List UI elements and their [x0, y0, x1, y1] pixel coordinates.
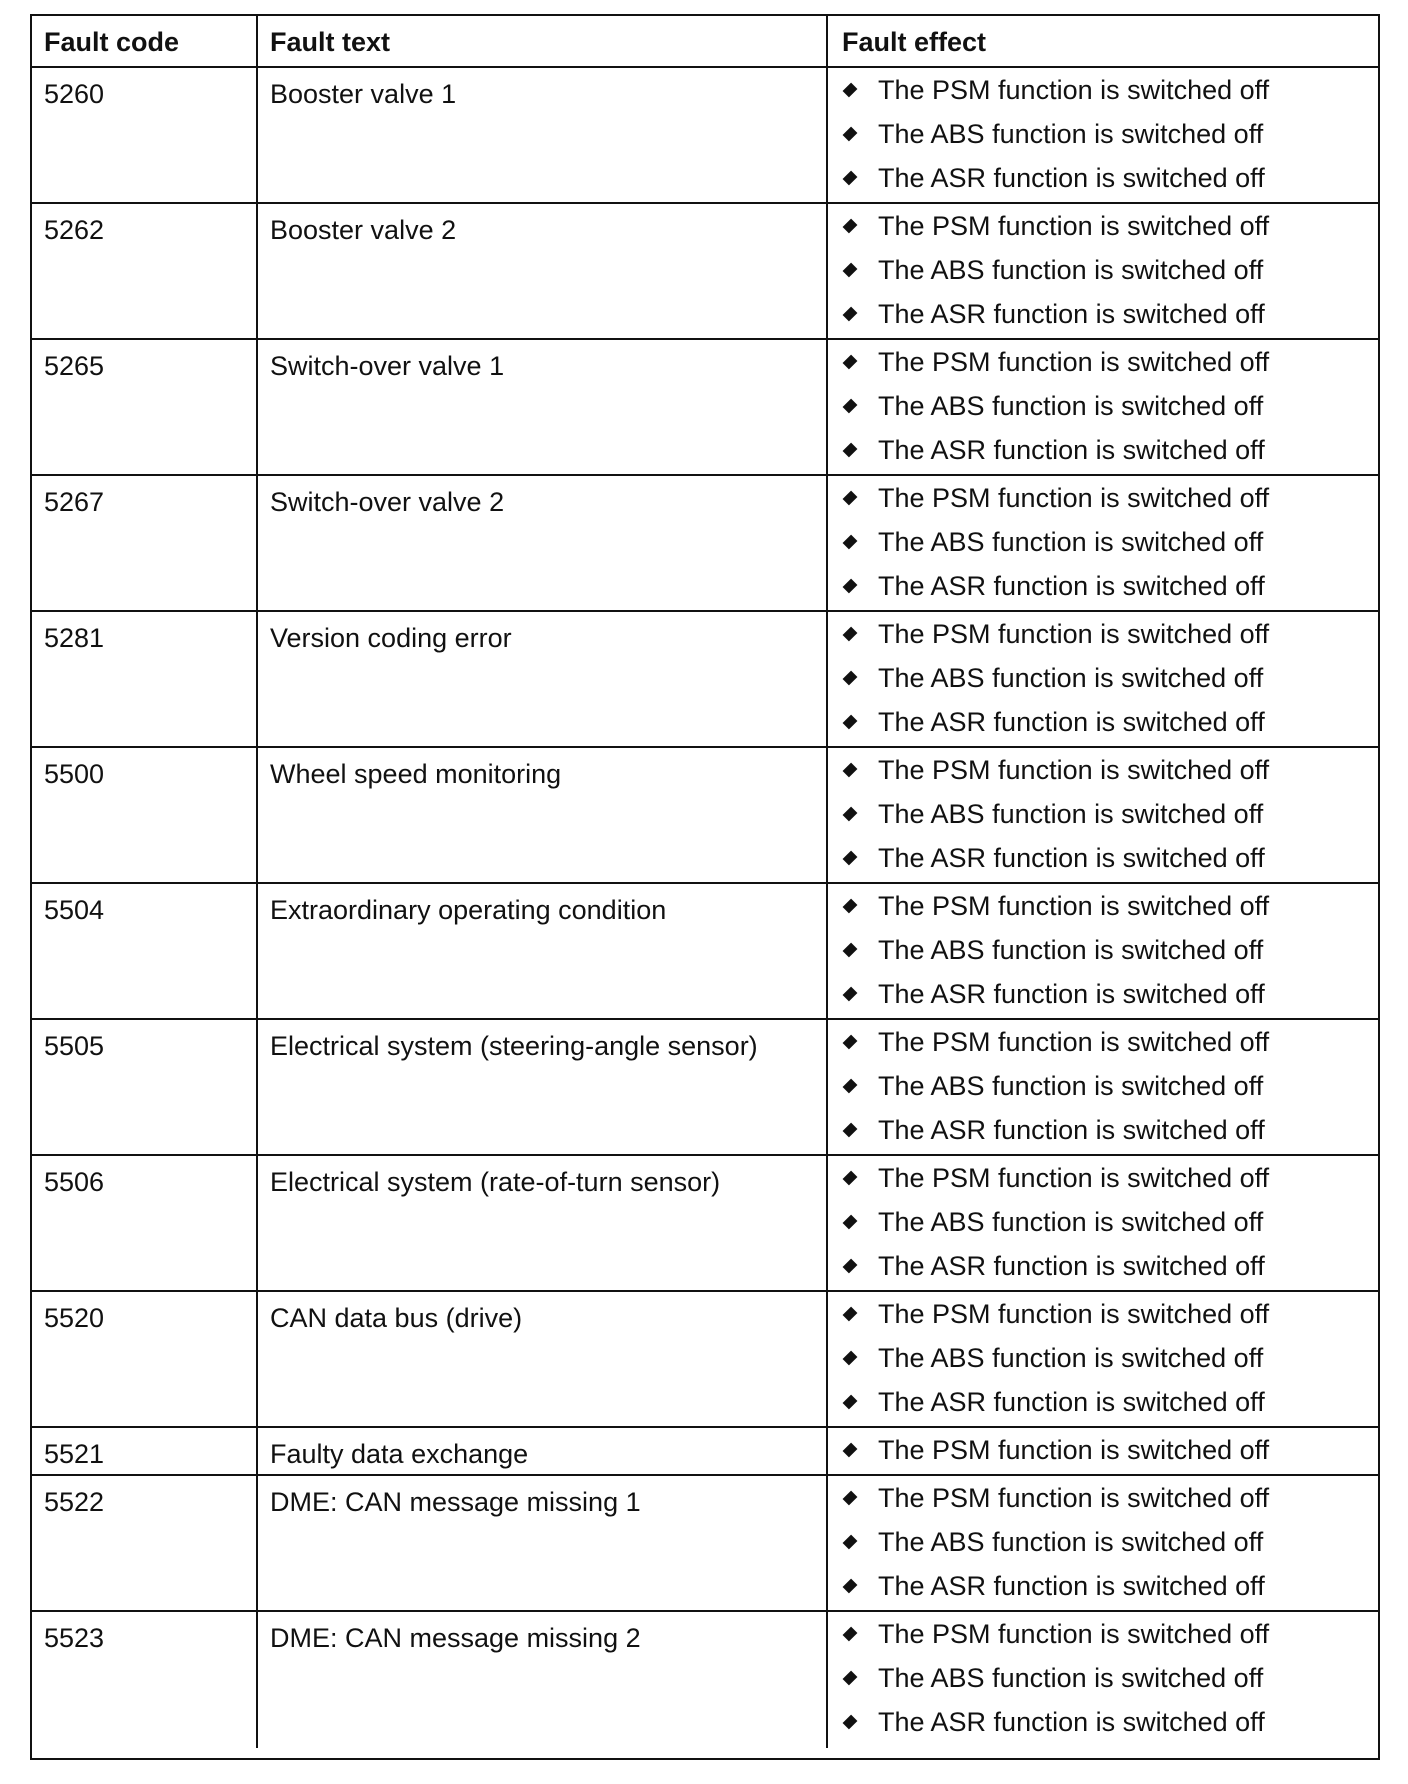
diamond-bullet-icon: [843, 1307, 858, 1322]
table-row: [32, 68, 1378, 204]
table-row: [32, 204, 1378, 340]
list-item: [842, 1064, 1366, 1108]
table-row: [32, 1612, 1378, 1748]
fault-effect-text: The PSM function is switched off: [878, 1163, 1270, 1193]
fault-effect-text: The ABS function is switched off: [878, 391, 1264, 421]
list-item: [842, 1336, 1366, 1380]
fault-effect-cell: [828, 204, 1378, 338]
diamond-bullet-icon: [843, 307, 858, 322]
table-row: [32, 340, 1378, 476]
list-item: [842, 656, 1366, 700]
fault-effect-list: [842, 1612, 1366, 1744]
fault-code-cell: 5522: [32, 1476, 258, 1610]
fault-effect-text: The ASR function is switched off: [878, 163, 1265, 193]
fault-effect-text: The ABS function is switched off: [878, 255, 1264, 285]
table-row: [32, 884, 1378, 1020]
fault-effect-text: The PSM function is switched off: [878, 1027, 1270, 1057]
table-row: [32, 1020, 1378, 1156]
diamond-bullet-icon: [843, 1215, 858, 1230]
fault-code-cell: 5260: [32, 68, 258, 202]
diamond-bullet-icon: [843, 715, 858, 730]
fault-effect-text: The ASR function is switched off: [878, 979, 1265, 1009]
diamond-bullet-icon: [843, 1443, 858, 1458]
fault-effect-text: The PSM function is switched off: [878, 1483, 1270, 1513]
diamond-bullet-icon: [843, 943, 858, 958]
list-item: [842, 1476, 1366, 1520]
fault-effect-text: The ASR function is switched off: [878, 707, 1265, 737]
fault-text-cell: Booster valve 2: [258, 204, 828, 338]
fault-effect-cell: [828, 1156, 1378, 1290]
list-item: [842, 1380, 1366, 1424]
diamond-bullet-icon: [843, 1715, 858, 1730]
fault-effect-text: The ABS function is switched off: [878, 527, 1264, 557]
fault-code-cell: 5506: [32, 1156, 258, 1290]
fault-effect-text: The ABS function is switched off: [878, 1071, 1264, 1101]
fault-effect-text: The PSM function is switched off: [878, 483, 1270, 513]
list-item: [842, 1612, 1366, 1656]
fault-text-cell: Electrical system (steering-angle sensor): [258, 1020, 828, 1154]
fault-effect-text: The PSM function is switched off: [878, 755, 1270, 785]
diamond-bullet-icon: [843, 1079, 858, 1094]
diamond-bullet-icon: [843, 263, 858, 278]
fault-effect-cell: [828, 1476, 1378, 1610]
table-row: [32, 748, 1378, 884]
diamond-bullet-icon: [843, 355, 858, 370]
fault-code-cell: 5505: [32, 1020, 258, 1154]
fault-effect-text: The PSM function is switched off: [878, 347, 1270, 377]
diamond-bullet-icon: [843, 1171, 858, 1186]
fault-effect-text: The ABS function is switched off: [878, 1343, 1264, 1373]
diamond-bullet-icon: [843, 1395, 858, 1410]
table-header-row: [32, 16, 1378, 68]
fault-effect-cell: [828, 1428, 1378, 1474]
table-row: [32, 1156, 1378, 1292]
list-item: [842, 612, 1366, 656]
fault-effect-list: [842, 204, 1366, 336]
fault-effect-list: [842, 1020, 1366, 1152]
fault-effect-text: The ABS function is switched off: [878, 1527, 1264, 1557]
fault-effect-cell: [828, 68, 1378, 202]
fault-effect-cell: [828, 1020, 1378, 1154]
fault-effect-text: The PSM function is switched off: [878, 1619, 1270, 1649]
list-item: [842, 520, 1366, 564]
diamond-bullet-icon: [843, 83, 858, 98]
diamond-bullet-icon: [843, 219, 858, 234]
fault-effect-text: The PSM function is switched off: [878, 619, 1270, 649]
fault-effect-list: [842, 612, 1366, 744]
list-item: [842, 1700, 1366, 1744]
diamond-bullet-icon: [843, 1035, 858, 1050]
fault-effect-text: The ASR function is switched off: [878, 299, 1265, 329]
list-item: [842, 1292, 1366, 1336]
list-item: [842, 1656, 1366, 1700]
fault-effect-cell: [828, 1612, 1378, 1748]
fault-code-cell: 5521: [32, 1428, 258, 1474]
list-item: [842, 1244, 1366, 1288]
fault-effect-text: The ABS function is switched off: [878, 1207, 1264, 1237]
fault-effect-list: [842, 1292, 1366, 1424]
list-item: [842, 476, 1366, 520]
list-item: [842, 792, 1366, 836]
fault-code-cell: 5265: [32, 340, 258, 474]
diamond-bullet-icon: [843, 1671, 858, 1686]
fault-text-cell: Electrical system (rate-of-turn sensor): [258, 1156, 828, 1290]
fault-effect-text: The ABS function is switched off: [878, 799, 1264, 829]
list-item: [842, 884, 1366, 928]
fault-code-cell: 5262: [32, 204, 258, 338]
fault-effect-text: The PSM function is switched off: [878, 211, 1270, 241]
header-fault-text: Fault text: [258, 16, 828, 66]
diamond-bullet-icon: [843, 127, 858, 142]
fault-effect-text: The ABS function is switched off: [878, 663, 1264, 693]
list-item: [842, 1108, 1366, 1152]
list-item: [842, 1564, 1366, 1608]
fault-effect-cell: [828, 748, 1378, 882]
diamond-bullet-icon: [843, 1351, 858, 1366]
table-row: [32, 1476, 1378, 1612]
fault-effect-cell: [828, 340, 1378, 474]
fault-effect-cell: [828, 1292, 1378, 1426]
fault-effect-text: The ABS function is switched off: [878, 935, 1264, 965]
fault-code-cell: 5281: [32, 612, 258, 746]
list-item: [842, 1020, 1366, 1064]
fault-text-cell: Faulty data exchange: [258, 1428, 828, 1474]
diamond-bullet-icon: [843, 1535, 858, 1550]
fault-text-cell: Booster valve 1: [258, 68, 828, 202]
diamond-bullet-icon: [843, 399, 858, 414]
diamond-bullet-icon: [843, 807, 858, 822]
fault-text-cell: DME: CAN message missing 1: [258, 1476, 828, 1610]
list-item: [842, 204, 1366, 248]
fault-code-cell: 5523: [32, 1612, 258, 1748]
fault-effect-cell: [828, 612, 1378, 746]
diamond-bullet-icon: [843, 627, 858, 642]
fault-effect-cell: [828, 476, 1378, 610]
fault-effect-text: The ASR function is switched off: [878, 843, 1265, 873]
fault-effect-text: The ASR function is switched off: [878, 1387, 1265, 1417]
list-item: [842, 748, 1366, 792]
fault-effect-text: The ABS function is switched off: [878, 1663, 1264, 1693]
diamond-bullet-icon: [843, 1627, 858, 1642]
fault-code-table: [30, 14, 1380, 1760]
list-item: [842, 564, 1366, 608]
diamond-bullet-icon: [843, 671, 858, 686]
fault-effect-list: [842, 476, 1366, 608]
fault-effect-text: The PSM function is switched off: [878, 891, 1270, 921]
fault-effect-text: The PSM function is switched off: [878, 1435, 1270, 1465]
fault-effect-text: The ASR function is switched off: [878, 571, 1265, 601]
fault-effect-text: The ASR function is switched off: [878, 1115, 1265, 1145]
fault-effect-list: [842, 1156, 1366, 1288]
fault-effect-list: [842, 884, 1366, 1016]
list-item: [842, 68, 1366, 112]
fault-effect-list: [842, 340, 1366, 472]
fault-text-cell: Wheel speed monitoring: [258, 748, 828, 882]
diamond-bullet-icon: [843, 535, 858, 550]
diamond-bullet-icon: [843, 171, 858, 186]
diamond-bullet-icon: [843, 987, 858, 1002]
table-row: [32, 1292, 1378, 1428]
list-item: [842, 428, 1366, 472]
header-fault-code: Fault code: [32, 16, 258, 66]
diamond-bullet-icon: [843, 851, 858, 866]
fault-effect-text: The PSM function is switched off: [878, 1299, 1270, 1329]
diamond-bullet-icon: [843, 899, 858, 914]
diamond-bullet-icon: [843, 763, 858, 778]
table-row: [32, 612, 1378, 748]
header-fault-effect: Fault effect: [842, 27, 987, 57]
list-item: [842, 700, 1366, 744]
fault-effect-cell: [828, 884, 1378, 1018]
list-item: [842, 928, 1366, 972]
fault-text-cell: CAN data bus (drive): [258, 1292, 828, 1426]
diamond-bullet-icon: [843, 491, 858, 506]
list-item: [842, 340, 1366, 384]
list-item: [842, 292, 1366, 336]
fault-effect-list: [842, 68, 1366, 200]
fault-text-cell: Extraordinary operating condition: [258, 884, 828, 1018]
diamond-bullet-icon: [843, 1259, 858, 1274]
table-row: [32, 476, 1378, 612]
list-item: [842, 836, 1366, 880]
fault-effect-text: The ASR function is switched off: [878, 1707, 1265, 1737]
fault-code-cell: 5520: [32, 1292, 258, 1426]
fault-text-cell: Switch-over valve 2: [258, 476, 828, 610]
fault-effect-list: [842, 1476, 1366, 1608]
list-item: [842, 384, 1366, 428]
fault-effect-text: The ABS function is switched off: [878, 119, 1264, 149]
diamond-bullet-icon: [843, 579, 858, 594]
fault-effect-text: The ASR function is switched off: [878, 435, 1265, 465]
list-item: [842, 1156, 1366, 1200]
fault-effect-list: [842, 748, 1366, 880]
fault-text-cell: DME: CAN message missing 2: [258, 1612, 828, 1748]
diamond-bullet-icon: [843, 443, 858, 458]
list-item: [842, 156, 1366, 200]
diamond-bullet-icon: [843, 1491, 858, 1506]
fault-effect-list: [842, 1428, 1366, 1472]
fault-effect-text: The ASR function is switched off: [878, 1251, 1265, 1281]
fault-text-cell: Version coding error: [258, 612, 828, 746]
list-item: [842, 972, 1366, 1016]
list-item: [842, 112, 1366, 156]
fault-effect-text: The PSM function is switched off: [878, 75, 1270, 105]
list-item: [842, 248, 1366, 292]
fault-text-cell: Switch-over valve 1: [258, 340, 828, 474]
list-item: [842, 1428, 1366, 1472]
list-item: [842, 1520, 1366, 1564]
table-row: [32, 1428, 1378, 1476]
fault-code-cell: 5500: [32, 748, 258, 882]
fault-code-cell: 5504: [32, 884, 258, 1018]
fault-effect-text: The ASR function is switched off: [878, 1571, 1265, 1601]
diamond-bullet-icon: [843, 1579, 858, 1594]
fault-code-cell: 5267: [32, 476, 258, 610]
diamond-bullet-icon: [843, 1123, 858, 1138]
list-item: [842, 1200, 1366, 1244]
